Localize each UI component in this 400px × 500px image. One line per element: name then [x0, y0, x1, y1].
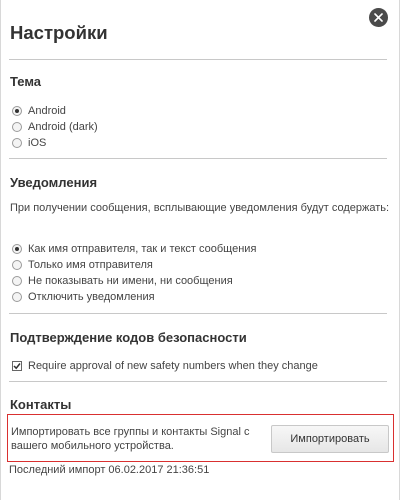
import-contacts-description: Импортировать все группы и контакты Signal с вашего мобильного устройства.	[11, 426, 250, 452]
divider	[9, 158, 387, 159]
divider	[9, 59, 387, 60]
notification-option-name-and-message[interactable]	[12, 242, 256, 256]
notification-option-label: Не показывать ни имени, ни сообщения	[28, 275, 233, 287]
notification-option-disable[interactable]	[12, 290, 155, 304]
notifications-heading: Уведомления	[10, 175, 98, 190]
radio-button[interactable]	[12, 292, 22, 302]
theme-option-ios[interactable]	[12, 136, 46, 150]
theme-option-label: Android (dark)	[28, 121, 98, 133]
divider	[9, 381, 387, 382]
radio-button[interactable]	[12, 138, 22, 148]
theme-option-label: iOS	[28, 137, 47, 149]
theme-option-android[interactable]	[12, 104, 66, 118]
radio-button[interactable]	[12, 122, 22, 132]
notification-option-label: Как имя отправителя, так и текст сообщения	[28, 243, 257, 255]
safety-approval-option[interactable]	[12, 359, 318, 373]
safety-approval-label: Require approval of new safety numbers when they change	[28, 360, 318, 372]
theme-heading: Тема	[10, 74, 42, 89]
notification-option-label: Только имя отправителя	[28, 259, 153, 271]
close-icon	[374, 13, 383, 22]
import-button[interactable]: Импортировать	[271, 425, 389, 453]
safety-heading: Подтверждение кодов безопасности	[10, 330, 247, 345]
close-button[interactable]	[369, 8, 388, 27]
radio-button[interactable]	[12, 276, 22, 286]
radio-button[interactable]	[12, 106, 22, 116]
import-contacts-panel	[7, 414, 394, 462]
theme-option-label: Android	[28, 105, 66, 117]
notification-option-label: Отключить уведомления	[28, 291, 155, 303]
notifications-description: При получении сообщения, всплывающие уведомления будут содержать:	[10, 202, 390, 214]
theme-option-android-dark[interactable]	[12, 120, 98, 134]
radio-button[interactable]	[12, 244, 22, 254]
notification-option-none[interactable]	[12, 274, 233, 288]
checkmark-icon	[13, 362, 21, 370]
contacts-heading: Контакты	[10, 397, 72, 412]
safety-approval-checkbox[interactable]	[12, 361, 22, 371]
divider	[9, 313, 387, 314]
notification-option-name-only[interactable]	[12, 258, 153, 272]
last-import-timestamp: Последний импорт 06.02.2017 21:36:51	[9, 464, 210, 476]
page-title: Настройки	[10, 22, 108, 43]
radio-button[interactable]	[12, 260, 22, 270]
